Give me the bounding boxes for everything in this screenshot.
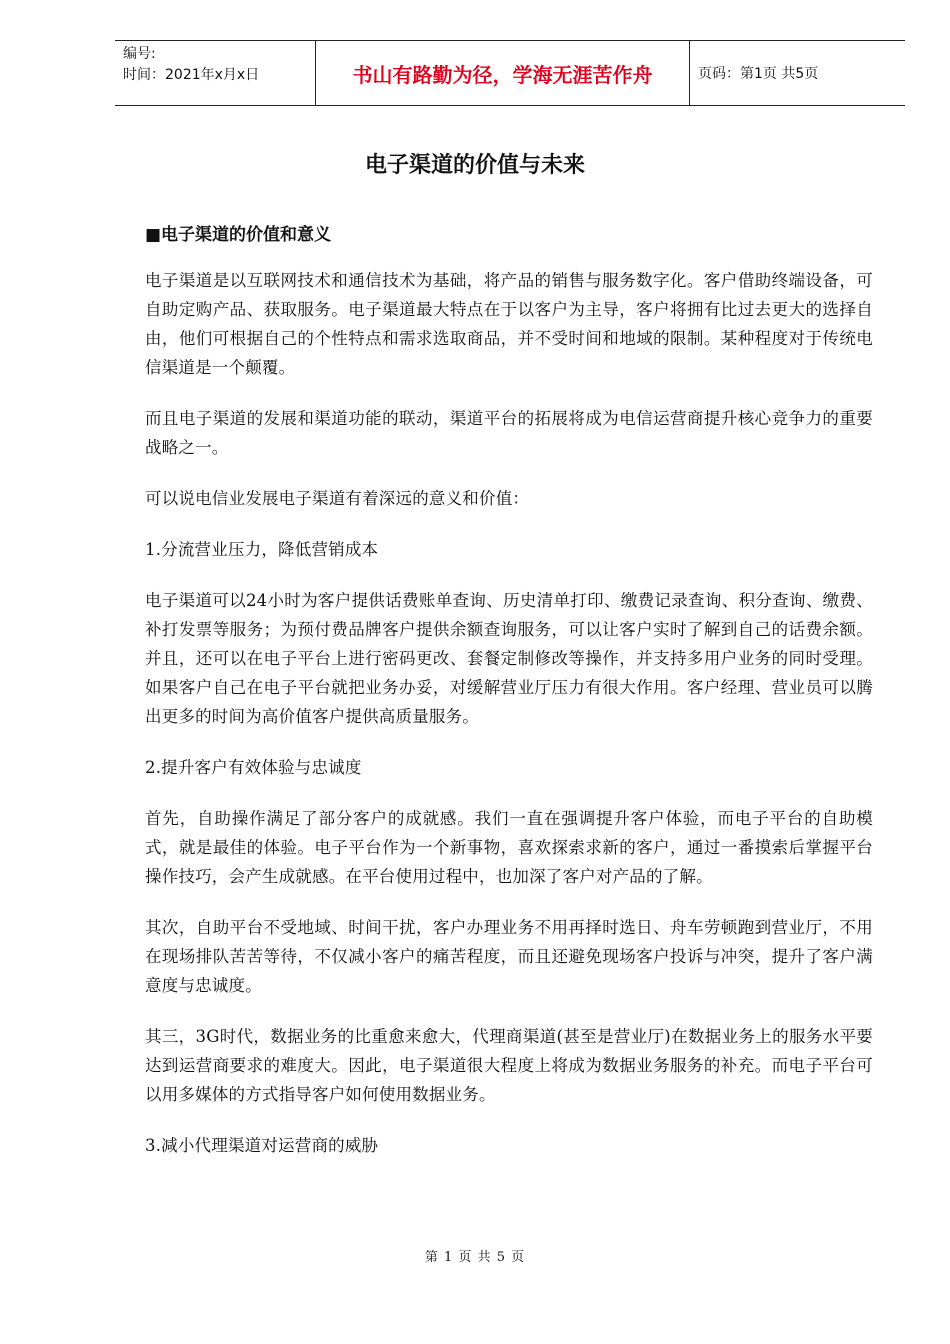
header-meta — [115, 41, 316, 105]
paragraph: 可以说电信业发展电子渠道有着深远的意义和价值： — [145, 489, 530, 508]
paragraph: 而且电子渠道的发展和渠道功能的联动，渠道平台的拓展将成为电信运营商提升核心竞争力的重要战略之一。 — [145, 409, 873, 457]
number-label: 编号: — [123, 46, 156, 62]
time-label: 时间：2021年x月x日 — [123, 67, 260, 83]
header-motto: 书山有路勤为径，学海无涯苦作舟 — [316, 41, 690, 105]
numbered-heading: 3.减小代理渠道对运营商的威胁 — [145, 1136, 379, 1155]
document-title: 电子渠道的价值与未来 — [364, 153, 585, 178]
numbered-heading: 1.分流营业压力，降低营销成本 — [145, 540, 379, 559]
paragraph: 其三，3G时代，数据业务的比重愈来愈大，代理商渠道(甚至是营业厅)在数据业务上的服务水平要达到运营商要求的难度大。因此，电子渠道很大程度上将成为数据业务服务的补充。而电子平台可以用多媒体的方式指导客户如何使用数据业务。 — [145, 1027, 873, 1104]
numbered-heading: 2.提升客户有效体验与忠诚度 — [145, 758, 362, 777]
document-header — [115, 40, 905, 106]
header-page-label: 页码：第1页 共5页 — [698, 66, 819, 82]
page-footer: 第 1 页 共 5 页 — [424, 1250, 526, 1265]
paragraph: 其次，自助平台不受地域、时间干扰，客户办理业务不用再择时选日、舟车劳顿跑到营业厅，不用在现场排队苦苦等待，不仅减小客户的痛苦程度，而且还避免现场客户投诉与冲突，提升了客户满意度与忠诚度。 — [145, 918, 873, 995]
paragraph: 电子渠道是以互联网技术和通信技术为基础，将产品的销售与服务数字化。客户借助终端设备，可自助定购产品、获取服务。电子渠道最大特点在于以客户为主导，客户将拥有比过去更大的选择自由，他们可根据自己的个性特点和需求选取商品，并不受时间和地域的限制。某种程度对于传统电信渠道是一个颠覆。 — [145, 271, 873, 377]
paragraph: 首先，自助操作满足了部分客户的成就感。我们一直在强调提升客户体验，而电子平台的自助模式，就是最佳的体验。电子平台作为一个新事物，喜欢探索求新的客户，通过一番摸索后掌握平台操作技巧，会产生成就感。在平台使用过程中，也加深了客户对产品的了解。 — [145, 809, 873, 886]
document-body — [145, 266, 873, 1182]
paragraph: 电子渠道可以24小时为客户提供话费账单查询、历史清单打印、缴费记录查询、积分查询、缴费、补打发票等服务；为预付费品牌客户提供余额查询服务，可以让客户实时了解到自己的话费余额。并且，还可以在电子平台上进行密码更改、套餐定制修改等操作，并支持多用户业务的同时受理。如果客户自己在电子平台就把业务办妥，对缓解营业厅压力有很大作用。客户经理、营业员可以腾出更多的时间为高价值客户提供高质量服务。 — [145, 591, 873, 726]
section-heading: ■电子渠道的价值和意义 — [145, 225, 332, 245]
